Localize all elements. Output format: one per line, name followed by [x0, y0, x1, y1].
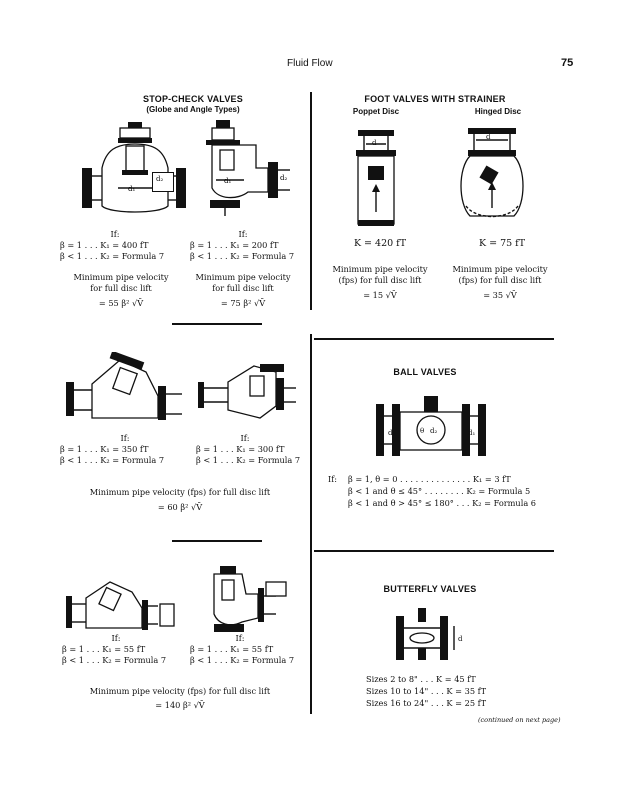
formula-line: β < 1 . . . K₂ = Formula 7 [62, 655, 167, 665]
dim-d2-label: d₂ [156, 175, 164, 183]
formula-line: β < 1 . . . K₂ = Formula 7 [196, 455, 301, 465]
running-header: Fluid Flow [287, 58, 333, 69]
section-divider [314, 338, 554, 340]
hinged-foot-valve-diagram [456, 124, 528, 224]
velocity-formula: = 15 √V̄ [363, 290, 397, 300]
section-title-ball-valves: BALL VALVES [393, 367, 457, 377]
size-k-line: Sizes 10 to 14" . . . K = 35 fT [366, 686, 487, 696]
page-number: 75 [561, 57, 574, 69]
formula-line: β < 1 . . . K₂ = Formula 7 [190, 251, 295, 261]
velocity-formula: = 35 √V̄ [483, 290, 517, 300]
formula-line: β = 1, θ = 0 . . . . . . . . . . . . . . K₁ = 3 fT [348, 474, 511, 484]
continued-note: (continued on next page) [478, 716, 561, 724]
k-value-poppet: K = 420 fT [353, 238, 407, 249]
section-title-butterfly-valves: BUTTERFLY VALVES [383, 584, 477, 594]
globe-stop-check-valve-diagram [82, 120, 190, 220]
velocity-note: for full disc lift [212, 283, 274, 293]
if-label: If: [238, 229, 248, 239]
if-label: If: [328, 474, 338, 484]
formula-line: β < 1 . . . K₂ = Formula 7 [60, 455, 165, 465]
dim-d-label: d [486, 133, 491, 141]
angle-piston-check-valve-diagram [206, 564, 292, 636]
formula-line: β = 1 . . . K₁ = 400 fT [60, 240, 149, 250]
formula-line: β = 1 . . . K₁ = 55 fT [62, 644, 146, 654]
velocity-note: Minimum pipe velocity [332, 264, 428, 274]
butterfly-valve-diagram [394, 606, 468, 666]
formula-line: β = 1 . . . K₁ = 200 fT [190, 240, 279, 250]
column-divider [310, 92, 312, 310]
velocity-note: (fps) for full disc lift [458, 275, 542, 285]
section-title-foot-valves: FOOT VALVES WITH STRAINER [364, 94, 506, 104]
section-divider [172, 540, 262, 542]
velocity-formula: = 60 β² √V̄ [157, 502, 203, 512]
dim-d1-label: d₁ [128, 185, 136, 193]
column-divider [310, 334, 312, 714]
poppet-disc-label: Poppet Disc [352, 107, 400, 116]
y-pattern-stop-check-valve-diagram [66, 352, 186, 432]
theta-label: θ [420, 427, 425, 435]
if-label: If: [240, 433, 250, 443]
formula-line: β < 1 and θ > 45° ≤ 180° . . . K₂ = Formula 6 [348, 498, 537, 508]
dim-d-label: d [372, 139, 377, 147]
y-pattern-angle-stop-check-valve-diagram [198, 362, 298, 432]
dim-d1-label: d₁ [468, 429, 476, 437]
inline-piston-check-valve-diagram [66, 578, 178, 634]
velocity-formula: = 140 β² √V̄ [155, 700, 205, 710]
dim-d1-label: d₁ [388, 429, 396, 437]
if-label: If: [110, 229, 120, 239]
formula-line: β < 1 and θ ≤ 45° . . . . . . . . K₂ = Formula 5 [348, 486, 531, 496]
if-label: If: [235, 633, 245, 643]
velocity-note: Minimum pipe velocity [452, 264, 548, 274]
velocity-formula: = 75 β² √V̄ [220, 298, 266, 308]
dim-d1-label: d₁ [224, 177, 232, 185]
size-k-line: Sizes 2 to 8" . . . K = 45 fT [366, 674, 476, 684]
k-value-hinged: K = 75 fT [478, 238, 526, 249]
velocity-formula: = 55 β² √V̄ [98, 298, 144, 308]
formula-line: β < 1 . . . K₂ = Formula 7 [190, 655, 295, 665]
section-divider [172, 323, 262, 325]
velocity-note: Minimum pipe velocity [73, 272, 169, 282]
formula-line: β < 1 . . . K₂ = Formula 7 [60, 251, 165, 261]
hinged-disc-label: Hinged Disc [474, 107, 522, 116]
size-k-line: Sizes 16 to 24" . . . K = 25 fT [366, 698, 487, 708]
formula-line: β = 1 . . . K₁ = 300 fT [196, 444, 285, 454]
velocity-note: Minimum pipe velocity (fps) for full disc lift [89, 487, 271, 497]
velocity-note: (fps) for full disc lift [338, 275, 422, 285]
velocity-note: Minimum pipe velocity (fps) for full disc lift [89, 686, 271, 696]
angle-stop-check-valve-diagram [198, 118, 298, 218]
formula-line: β = 1 . . . K₁ = 350 fT [60, 444, 149, 454]
section-divider [314, 550, 554, 552]
dim-d2-label: d₂ [280, 174, 288, 182]
if-label: If: [111, 633, 121, 643]
if-label: If: [120, 433, 130, 443]
section-title-stop-check: STOP-CHECK VALVES [143, 94, 243, 104]
velocity-note: for full disc lift [90, 283, 152, 293]
dim-d2-label: d₂ [430, 427, 438, 435]
section-subtitle-stop-check: (Globe and Angle Types) [146, 105, 240, 114]
velocity-note: Minimum pipe velocity [195, 272, 291, 282]
formula-line: β = 1 . . . K₁ = 55 fT [190, 644, 274, 654]
dim-d-label: d [458, 635, 463, 643]
